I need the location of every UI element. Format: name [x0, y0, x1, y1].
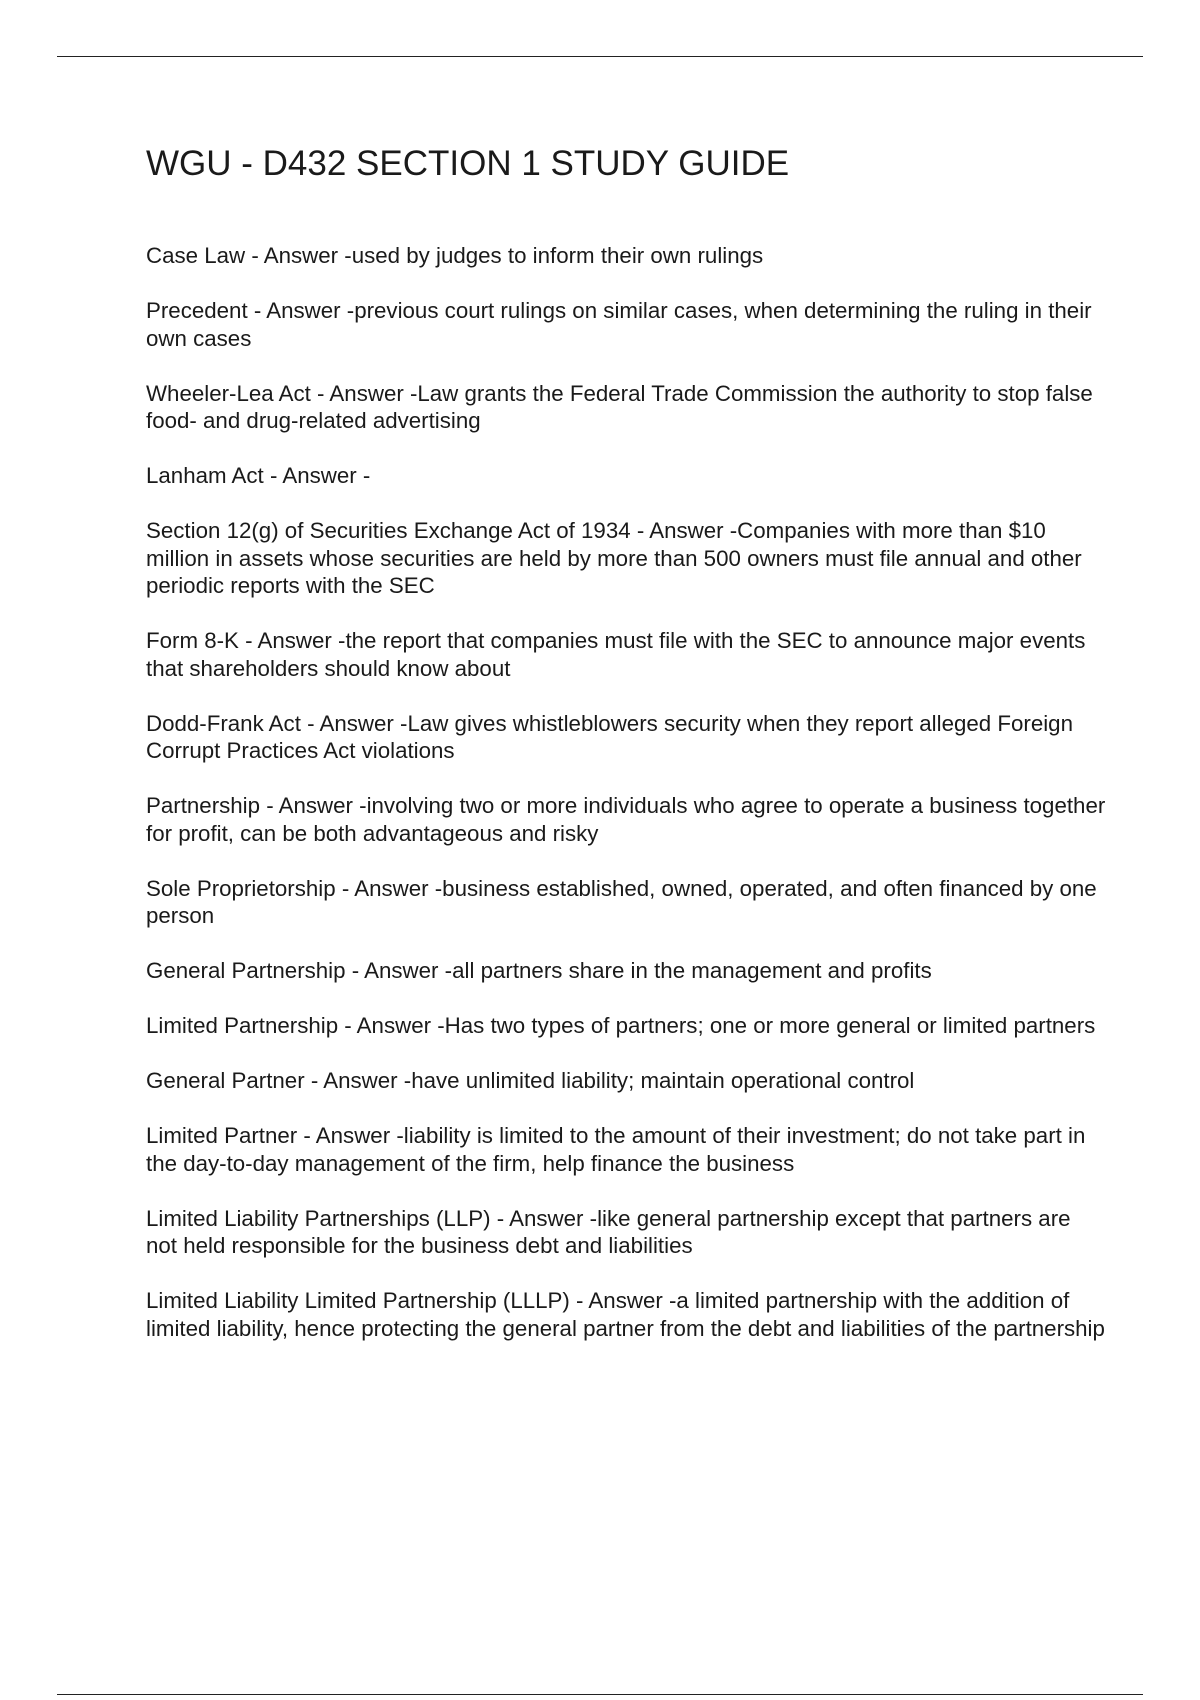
entry-limited-partner: Limited Partner - Answer -liability is limited to the amount of their investment; do not take part in the day-to-day management of the firm, help finance the business — [146, 1123, 1086, 1176]
entry-dodd-frank-act: Dodd-Frank Act - Answer -Law gives whistleblowers security when they report alleged Foreign Corrupt Practices Act violations — [146, 710, 1073, 763]
entry-general-partner: General Partner - Answer -have unlimited liability; maintain operational control — [146, 1068, 915, 1093]
entry-lanham-act: Lanham Act - Answer - — [146, 463, 371, 488]
entry-llp: Limited Liability Partnerships (LLP) - Answer -like general partnership except that partners are not held responsible for the business debt and liabilities — [146, 1205, 1071, 1258]
top-divider — [57, 56, 1143, 57]
entry-form-8k: Form 8-K - Answer -the report that companies must file with the SEC to announce major events that shareholders should know about — [146, 628, 1086, 681]
entry-sole-proprietorship: Sole Proprietorship - Answer -business established, owned, operated, and often financed by one person — [146, 875, 1097, 928]
entry-limited-partnership: Limited Partnership - Answer -Has two types of partners; one or more general or limited partners — [146, 1013, 1096, 1038]
entry-precedent: Precedent - Answer -previous court rulings on similar cases, when determining the ruling in their own cases — [146, 298, 1092, 351]
entry-partnership: Partnership - Answer -involving two or more individuals who agree to operate a business together for profit, can be both advantageous and risky — [146, 793, 1106, 846]
entry-case-law: Case Law - Answer -used by judges to inform their own rulings — [146, 243, 764, 268]
bottom-divider — [57, 1694, 1143, 1695]
entry-general-partnership: General Partnership - Answer -all partners share in the management and profits — [146, 958, 932, 983]
entry-wheeler-lea-act: Wheeler-Lea Act - Answer -Law grants the Federal Trade Commission the authority to stop false food- and drug-related advertising — [146, 380, 1093, 433]
study-guide-entries — [146, 242, 1106, 1370]
entry-section-12g: Section 12(g) of Securities Exchange Act of 1934 - Answer -Companies with more than $10 million in assets whose securities are held by more than 500 owners must file annual and other periodic reports with the SEC — [146, 518, 1082, 598]
page-title: WGU - D432 SECTION 1 STUDY GUIDE — [146, 144, 790, 183]
entry-lllp: Limited Liability Limited Partnership (LLLP) - Answer -a limited partnership with the addition of limited liability, hence protecting the general partner from the debt and liabilities of the partnership — [146, 1288, 1105, 1341]
